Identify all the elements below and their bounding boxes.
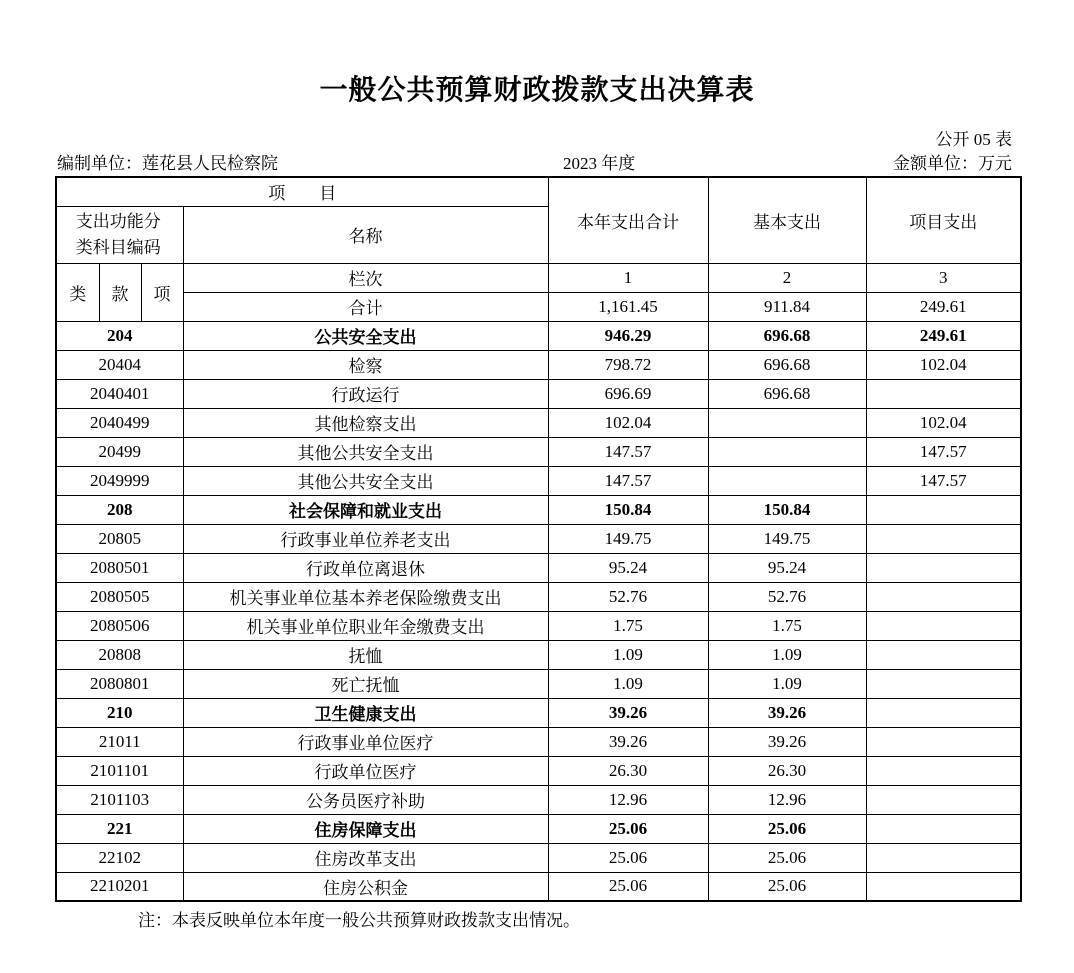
row-total-cell: 25.06 (548, 872, 708, 901)
row-name-cell: 其他公共安全支出 (183, 466, 548, 495)
meta-row (55, 152, 1020, 176)
row-code-cell: 2080501 (56, 553, 183, 582)
row-project-cell: 102.04 (866, 350, 1021, 379)
row-code-cell: 210 (56, 698, 183, 727)
row-code-cell: 20404 (56, 350, 183, 379)
row-total-cell: 149.75 (548, 524, 708, 553)
row-project-cell (866, 669, 1021, 698)
name-header-cell: 名称 (183, 206, 548, 263)
row-project-cell (866, 379, 1021, 408)
row-basic-cell (708, 408, 866, 437)
document-page (0, 74, 1074, 973)
row-total-cell: 25.06 (548, 843, 708, 872)
row-name-cell: 死亡抚恤 (183, 669, 548, 698)
row-basic-cell: 25.06 (708, 843, 866, 872)
row-total-cell: 946.29 (548, 321, 708, 350)
row-total-cell: 147.57 (548, 466, 708, 495)
row-basic-cell: 696.68 (708, 350, 866, 379)
table-row (56, 408, 1021, 437)
grand-total-basic: 911.84 (708, 292, 866, 321)
table-row (56, 640, 1021, 669)
row-basic-cell: 12.96 (708, 785, 866, 814)
budget-table (55, 176, 1022, 902)
row-basic-cell: 52.76 (708, 582, 866, 611)
column-number-1: 1 (548, 263, 708, 292)
row-name-cell: 住房改革支出 (183, 843, 548, 872)
row-code-cell: 2040499 (56, 408, 183, 437)
col-header-current-year-total: 本年支出合计 (548, 177, 708, 263)
row-code-cell: 20808 (56, 640, 183, 669)
row-project-cell (866, 611, 1021, 640)
row-total-cell: 26.30 (548, 756, 708, 785)
function-code-header-cell (56, 206, 183, 263)
row-total-cell: 52.76 (548, 582, 708, 611)
row-basic-cell: 1.09 (708, 640, 866, 669)
row-basic-cell: 39.26 (708, 698, 866, 727)
row-total-cell: 39.26 (548, 698, 708, 727)
row-code-cell: 20499 (56, 437, 183, 466)
table-row (56, 843, 1021, 872)
code-sub-class: 类 (56, 263, 99, 321)
row-code-cell: 204 (56, 321, 183, 350)
row-project-cell (866, 756, 1021, 785)
row-project-cell (866, 814, 1021, 843)
row-name-cell: 行政单位医疗 (183, 756, 548, 785)
row-basic-cell: 1.09 (708, 669, 866, 698)
row-project-cell (866, 727, 1021, 756)
table-row (56, 785, 1021, 814)
row-basic-cell (708, 437, 866, 466)
row-project-cell (866, 495, 1021, 524)
row-name-cell: 其他检察支出 (183, 408, 548, 437)
row-code-cell: 2101103 (56, 785, 183, 814)
row-code-cell: 2080801 (56, 669, 183, 698)
row-total-cell: 95.24 (548, 553, 708, 582)
row-basic-cell: 25.06 (708, 872, 866, 901)
row-code-cell: 2049999 (56, 466, 183, 495)
table-row (56, 669, 1021, 698)
table-row (56, 582, 1021, 611)
row-name-cell: 住房保障支出 (183, 814, 548, 843)
row-code-cell: 2101101 (56, 756, 183, 785)
row-total-cell: 12.96 (548, 785, 708, 814)
row-basic-cell: 150.84 (708, 495, 866, 524)
row-name-cell: 检察 (183, 350, 548, 379)
table-row (56, 466, 1021, 495)
row-total-cell: 1.09 (548, 640, 708, 669)
row-name-cell: 行政事业单位养老支出 (183, 524, 548, 553)
row-total-cell: 696.69 (548, 379, 708, 408)
row-total-cell: 798.72 (548, 350, 708, 379)
row-name-cell: 抚恤 (183, 640, 548, 669)
row-code-cell: 20805 (56, 524, 183, 553)
row-project-cell: 102.04 (866, 408, 1021, 437)
row-project-cell (866, 872, 1021, 901)
grand-total-label: 合计 (183, 292, 548, 321)
row-basic-cell: 26.30 (708, 756, 866, 785)
row-total-cell: 1.09 (548, 669, 708, 698)
row-code-cell: 2210201 (56, 872, 183, 901)
row-project-cell (866, 582, 1021, 611)
row-project-cell (866, 553, 1021, 582)
row-code-cell: 221 (56, 814, 183, 843)
row-name-cell: 其他公共安全支出 (183, 437, 548, 466)
grand-total-current-year: 1,161.45 (548, 292, 708, 321)
row-total-cell: 150.84 (548, 495, 708, 524)
table-row (56, 698, 1021, 727)
row-project-cell: 147.57 (866, 466, 1021, 495)
row-project-cell (866, 843, 1021, 872)
row-total-cell: 25.06 (548, 814, 708, 843)
preparing-unit-label: 编制单位：莲花县人民检察院 (57, 154, 278, 173)
row-total-cell: 1.75 (548, 611, 708, 640)
col-header-basic-expenditure: 基本支出 (708, 177, 866, 263)
row-basic-cell (708, 466, 866, 495)
row-name-cell: 行政运行 (183, 379, 548, 408)
row-name-cell: 公务员医疗补助 (183, 785, 548, 814)
table-row (56, 814, 1021, 843)
row-basic-cell: 39.26 (708, 727, 866, 756)
amount-unit-label: 金额单位：万元 (893, 154, 1012, 173)
row-project-cell: 147.57 (866, 437, 1021, 466)
table-footnote: 注：本表反映单位本年度一般公共预算财政拨款支出情况。 (138, 911, 580, 930)
sheet-number-label: 公开 05 表 (935, 130, 1012, 149)
row-code-cell: 2080505 (56, 582, 183, 611)
row-code-cell: 2040401 (56, 379, 183, 408)
col-header-project-expenditure: 项目支出 (866, 177, 1021, 263)
row-project-cell (866, 785, 1021, 814)
table-row (56, 553, 1021, 582)
row-project-cell: 249.61 (866, 321, 1021, 350)
row-total-cell: 147.57 (548, 437, 708, 466)
row-total-cell: 102.04 (548, 408, 708, 437)
row-project-cell (866, 524, 1021, 553)
row-name-cell: 公共安全支出 (183, 321, 548, 350)
row-total-cell: 39.26 (548, 727, 708, 756)
fiscal-year-label: 2023 年度 (563, 154, 636, 173)
row-basic-cell: 696.68 (708, 321, 866, 350)
row-code-cell: 22102 (56, 843, 183, 872)
table-row (56, 611, 1021, 640)
row-name-cell: 行政单位离退休 (183, 553, 548, 582)
row-project-cell (866, 698, 1021, 727)
table-row (56, 756, 1021, 785)
row-name-cell: 行政事业单位医疗 (183, 727, 548, 756)
row-name-cell: 社会保障和就业支出 (183, 495, 548, 524)
row-project-cell (866, 640, 1021, 669)
row-basic-cell: 1.75 (708, 611, 866, 640)
sheet-area (55, 128, 1020, 933)
page-title: 一般公共预算财政拨款支出决算表 (319, 75, 755, 106)
row-basic-cell: 95.24 (708, 553, 866, 582)
project-header-cell: 项 目 (56, 177, 548, 206)
row-code-cell: 21011 (56, 727, 183, 756)
row-name-cell: 卫生健康支出 (183, 698, 548, 727)
column-number-3: 3 (866, 263, 1021, 292)
table-row (56, 872, 1021, 901)
row-basic-cell: 25.06 (708, 814, 866, 843)
column-index-label: 栏次 (183, 263, 548, 292)
row-code-cell: 2080506 (56, 611, 183, 640)
row-name-cell: 住房公积金 (183, 872, 548, 901)
row-basic-cell: 696.68 (708, 379, 866, 408)
code-sub-item: 项 (141, 263, 183, 321)
table-row (56, 524, 1021, 553)
row-name-cell: 机关事业单位职业年金缴费支出 (183, 611, 548, 640)
table-row (56, 727, 1021, 756)
row-basic-cell: 149.75 (708, 524, 866, 553)
table-row (56, 437, 1021, 466)
row-name-cell: 机关事业单位基本养老保险缴费支出 (183, 582, 548, 611)
function-code-header-text: 支出功能分类科目编码 (75, 211, 161, 257)
table-row (56, 379, 1021, 408)
table-row (56, 495, 1021, 524)
table-row (56, 321, 1021, 350)
code-sub-section: 款 (99, 263, 141, 321)
table-row (56, 350, 1021, 379)
row-code-cell: 208 (56, 495, 183, 524)
grand-total-project: 249.61 (866, 292, 1021, 321)
column-number-2: 2 (708, 263, 866, 292)
